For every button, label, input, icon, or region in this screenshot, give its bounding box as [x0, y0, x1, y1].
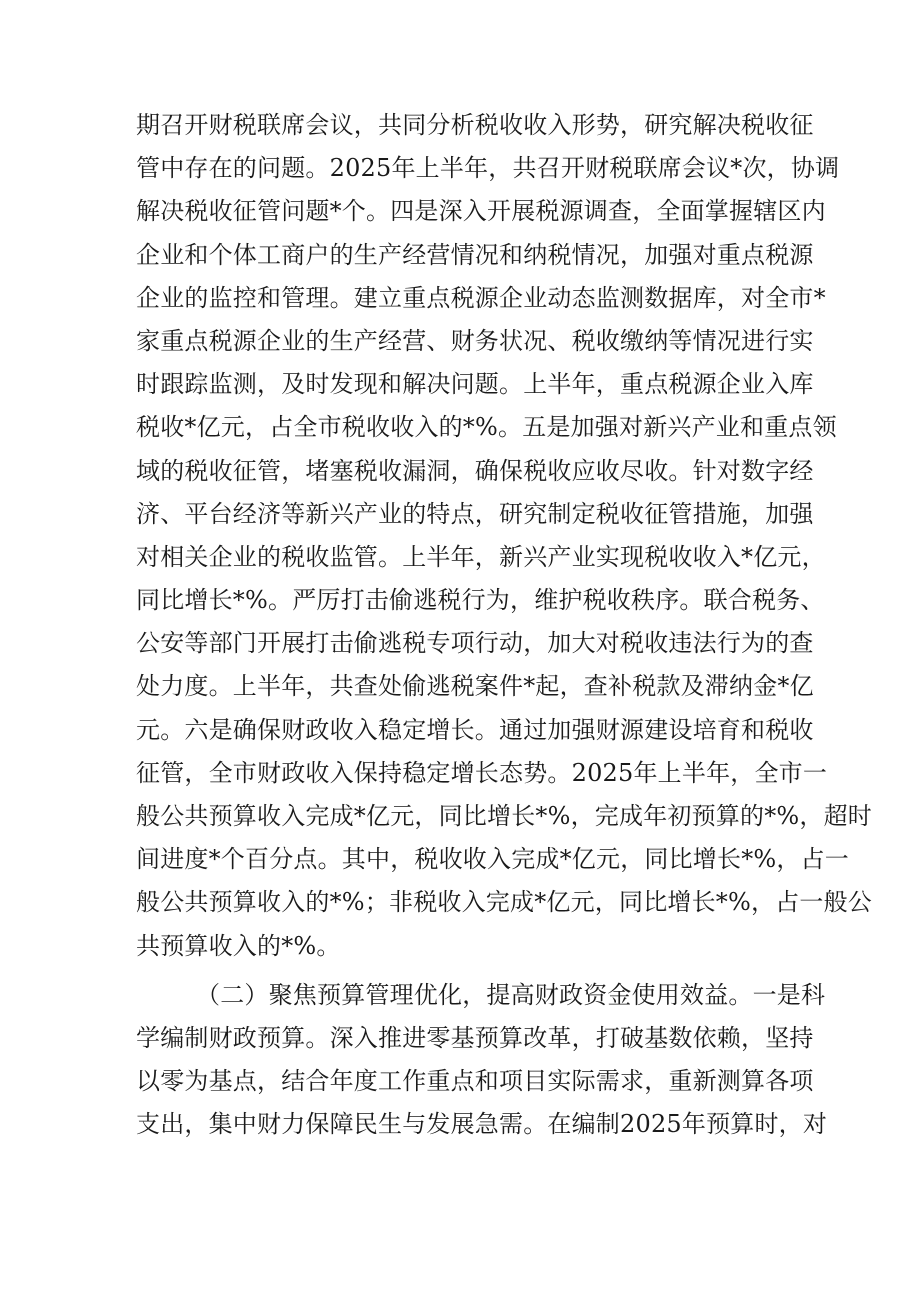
text-line: （二）聚焦预算管理优化，提高财政资金使用效益。一是科 — [196, 980, 826, 1009]
text-line: 公安等部门开展打击偷逃税专项行动，加大对税收违法行为的查 — [136, 629, 814, 658]
text-line: 解决税收征管问题*个。四是深入开展税源调查，全面掌握辖区内 — [136, 197, 826, 226]
text-line: 学编制财政预算。深入推进零基预算改革，打破基数依赖，坚持 — [136, 1023, 814, 1052]
text-line: 支出，集中财力保障民生与发展急需。在编制2025年预算时，对 — [136, 1110, 828, 1139]
text-line: 同比增长*%。严厉打击偷逃税行为，维护税收秩序。联合税务、 — [136, 586, 825, 615]
text-line: 以零为基点，结合年度工作重点和项目实际需求，重新测算各项 — [136, 1067, 814, 1096]
paragraph-budget — [136, 974, 828, 1147]
text-line: 对相关企业的税收监管。上半年，新兴产业实现税收收入*亿元， — [136, 542, 826, 571]
text-line: 济、平台经济等新兴产业的特点，研究制定税收征管措施，加强 — [136, 499, 814, 528]
text-line: 家重点税源企业的生产经营、财务状况、税收缴纳等情况进行实 — [136, 326, 814, 355]
text-line: 共预算收入的*%。 — [136, 931, 341, 960]
text-line: 企业和个体工商户的生产经营情况和纳税情况，加强对重点税源 — [136, 240, 814, 269]
text-line: 间进度*个百分点。其中，税收收入完成*亿元，同比增长*%，占一 — [136, 845, 850, 874]
text-line: 税收*亿元，占全市税收收入的*%。五是加强对新兴产业和重点领 — [136, 413, 837, 442]
text-line: 般公共预算收入完成*亿元，同比增长*%，完成年初预算的*%，超时 — [136, 802, 873, 830]
text-line: 般公共预算收入的*%；非税收入完成*亿元，同比增长*%，占一般公 — [136, 888, 873, 917]
text-line: 管中存在的问题。2025年上半年，共召开财税联席会议*次，协调 — [136, 154, 840, 183]
text-line: 企业的监控和管理。建立重点税源企业动态监测数据库，对全市* — [136, 283, 826, 312]
document-body — [136, 104, 873, 1147]
text-line: 征管，全市财政收入保持稳定增长态势。2025年上半年，全市一 — [136, 758, 828, 787]
paragraph-revenue — [136, 104, 873, 968]
text-line: 处力度。上半年，共查处偷逃税案件*起，查补税款及滞纳金*亿 — [136, 672, 814, 701]
text-line: 期召开财税联席会议，共同分析税收收入形势，研究解决税收征 — [136, 111, 814, 139]
text-line: 域的税收征管，堵塞税收漏洞，确保税收应收尽收。针对数字经 — [136, 456, 814, 485]
text-line: 时跟踪监测，及时发现和解决问题。上半年，重点税源企业入库 — [136, 370, 814, 399]
text-line: 元。六是确保财政收入稳定增长。通过加强财源建设培育和税收 — [136, 715, 814, 744]
